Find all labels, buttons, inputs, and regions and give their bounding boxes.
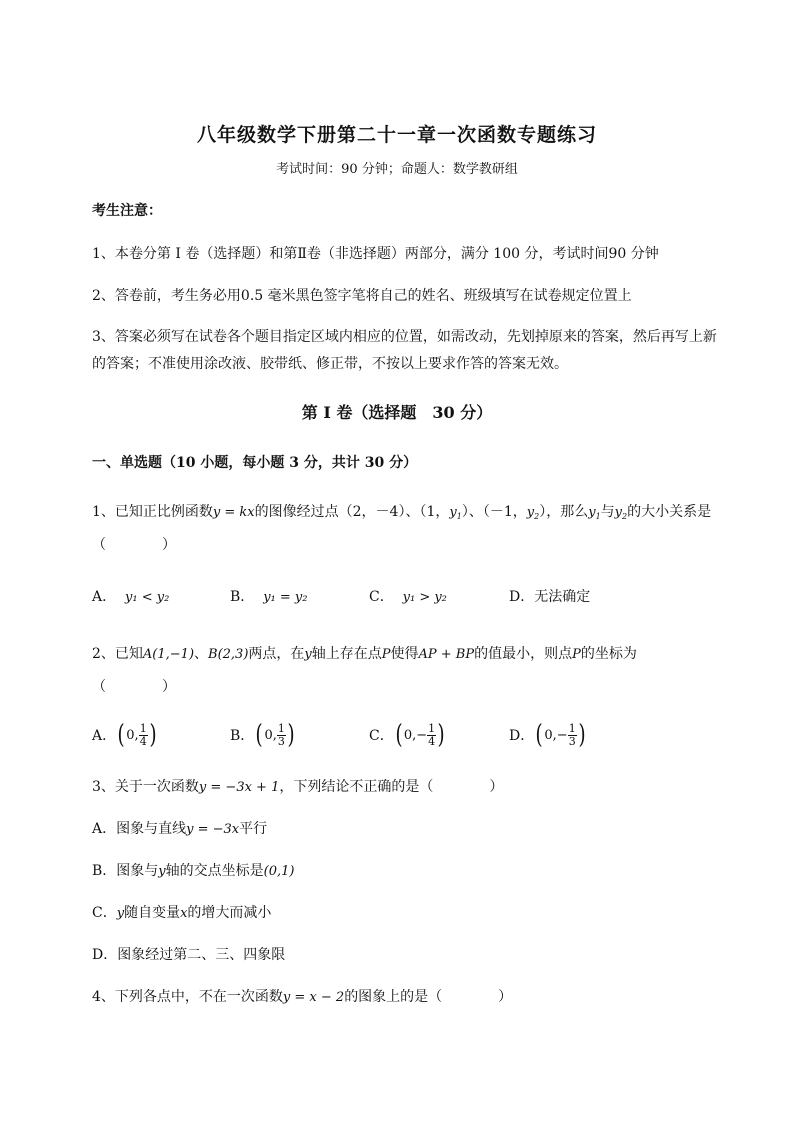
q4-text: 4、下列各点中，不在一次函数 <box>92 989 283 1005</box>
q3-function: y = −3x + 1 <box>198 780 280 795</box>
option-math: ( 0, $\frac{1}{4}$ ) <box>117 720 157 750</box>
option-math: y = −3x <box>186 822 240 837</box>
option-math: (0,1) <box>263 864 295 879</box>
q3-text: ，下列结论不正确的是（ ） <box>279 779 504 795</box>
option-label: A． <box>92 728 117 744</box>
fraction <box>427 723 436 748</box>
frac-prefix: 0,− <box>403 727 428 743</box>
q1-text: 的大小关系是 <box>627 504 712 520</box>
question-1-stem <box>92 501 711 521</box>
q2-point-a: A(1,−1) <box>142 647 195 662</box>
frac-prefix: 0, <box>264 727 277 743</box>
q1-option-d[interactable] <box>509 586 590 606</box>
q1-text: 1、已知正比例函数 <box>92 504 213 520</box>
q1-var: y <box>588 505 596 520</box>
numerator: 1 <box>428 721 436 735</box>
option-text: 轴的交点坐标是 <box>165 863 264 879</box>
q1-var: y <box>526 505 535 520</box>
q2-text: 2、已知 <box>92 646 143 662</box>
option-label: B． <box>230 728 255 744</box>
option-math: y₁ > y₂ <box>402 590 447 605</box>
option-text: A．图象与直线 <box>92 821 187 837</box>
option-label: C． <box>369 728 394 744</box>
option-text: 的增大而减小 <box>187 905 272 921</box>
notice-item-2: 2、答卷前，考生务必用0.5 毫米黑色签字笔将自己的姓名、班级填写在试卷规定位置上 <box>92 288 632 304</box>
option-text: B．图象与 <box>92 863 159 879</box>
q2-option-a[interactable] <box>92 718 158 752</box>
q3-option-d[interactable]: D．图象经过第二、三、四象限 <box>92 947 286 963</box>
frac-prefix: 0,− <box>544 727 568 743</box>
q1-subscript: 1 <box>456 512 462 521</box>
option-math: ( 0,− $\frac{1}{3}$ ) <box>535 720 586 750</box>
q1-text: ），那么 <box>539 504 589 520</box>
question-2-blank: （ ） <box>92 679 176 695</box>
option-math: y <box>116 906 125 921</box>
q2-axis: y <box>304 647 312 662</box>
notice-item-1: 1、本卷分第 I 卷（选择题）和第Ⅱ卷（非选择题）两部分，满分 100 分，考试时间90 分钟 <box>92 246 659 262</box>
question-3-stem <box>92 776 503 796</box>
q1-text: 的图像经过点（2，－4）、（1， <box>254 504 450 520</box>
fraction <box>568 723 577 748</box>
option-label: D． <box>509 728 535 744</box>
option-math: x <box>180 906 188 921</box>
numerator: 1 <box>277 721 285 735</box>
q2-point-p: P <box>381 647 391 662</box>
q2-text: 、 <box>194 646 209 662</box>
q2-option-b[interactable] <box>230 718 296 752</box>
page-title: 八年级数学下册第二十一章一次函数专题练习 <box>196 124 597 146</box>
q1-text: 与 <box>600 504 615 520</box>
q1-function: y = kx <box>212 505 255 520</box>
q2-text: 的值最小，则点 <box>474 646 573 662</box>
q1-subscript: 2 <box>534 512 540 521</box>
q2-text: 的坐标为 <box>580 646 637 662</box>
option-math: ( 0,− $\frac{1}{4}$ ) <box>395 720 445 750</box>
q1-subscript: 2 <box>622 512 628 521</box>
option-label: C． <box>369 589 394 605</box>
option-label: B． <box>230 589 255 605</box>
question-2-stem <box>92 643 637 663</box>
question-4-stem <box>92 986 512 1006</box>
q3-option-a[interactable] <box>92 818 267 838</box>
numerator: 1 <box>568 721 576 735</box>
q4-text: 的图象上的是（ ） <box>344 989 513 1005</box>
notice-heading: 考生注意： <box>92 203 162 219</box>
denominator: 3 <box>277 734 285 748</box>
exam-info: 考试时间：90 分钟；命题人：数学教研组 <box>276 162 518 177</box>
q1-option-c[interactable] <box>369 586 447 606</box>
q2-point-p: P <box>572 647 581 662</box>
option-math: ( 0, $\frac{1}{3}$ ) <box>255 720 295 750</box>
q1-option-b[interactable] <box>230 586 307 606</box>
numerator: 1 <box>139 721 147 735</box>
part-heading: 一、单选题（10 小题，每小题 3 分，共计 30 分） <box>92 455 418 471</box>
q2-text: 两点，在 <box>248 646 305 662</box>
q2-expression: AP + BP <box>418 647 475 662</box>
option-text: 随自变量 <box>124 905 181 921</box>
q2-option-c[interactable] <box>369 718 446 752</box>
option-text: C． <box>92 905 117 921</box>
q2-text: 使得 <box>390 646 419 662</box>
q2-text: 轴上存在点 <box>311 646 382 662</box>
question-1-blank: （ ） <box>92 537 176 553</box>
option-text: 平行 <box>239 821 268 837</box>
q2-option-d[interactable] <box>509 718 587 752</box>
option-math: y₁ = y₂ <box>263 590 308 605</box>
fraction <box>277 723 286 748</box>
section-title: 第 I 卷（选择题 30 分） <box>301 403 493 422</box>
q1-var: y <box>614 505 623 520</box>
denominator: 4 <box>139 734 147 748</box>
q3-text: 3、关于一次函数 <box>92 779 199 795</box>
q1-subscript: 1 <box>595 512 601 521</box>
frac-prefix: 0, <box>126 727 139 743</box>
option-label: D． <box>509 589 535 605</box>
q1-text: ）、（－1， <box>461 504 527 520</box>
option-label: A． <box>92 589 117 605</box>
q3-option-b[interactable] <box>92 860 294 880</box>
q2-point-b: B(2,3) <box>208 647 249 662</box>
q1-var: y <box>449 505 457 520</box>
notice-item-3-line2: 的答案；不准使用涂改液、胶带纸、修正带，不按以上要求作答的答案无效。 <box>92 356 568 372</box>
q4-function: y = x − 2 <box>282 990 345 1005</box>
option-math: y₁ < y₂ <box>125 590 170 605</box>
fraction <box>139 723 148 748</box>
denominator: 4 <box>428 734 436 748</box>
q3-option-c[interactable] <box>92 902 271 922</box>
q1-option-a[interactable] <box>92 586 169 606</box>
option-math: y <box>158 864 166 879</box>
denominator: 3 <box>568 734 576 748</box>
notice-item-3-line1: 3、答案必须写在试卷各个题目指定区域内相应的位置，如需改动，先划掉原来的答案，然后再写上新 <box>92 329 717 345</box>
option-text: 无法确定 <box>534 589 591 605</box>
